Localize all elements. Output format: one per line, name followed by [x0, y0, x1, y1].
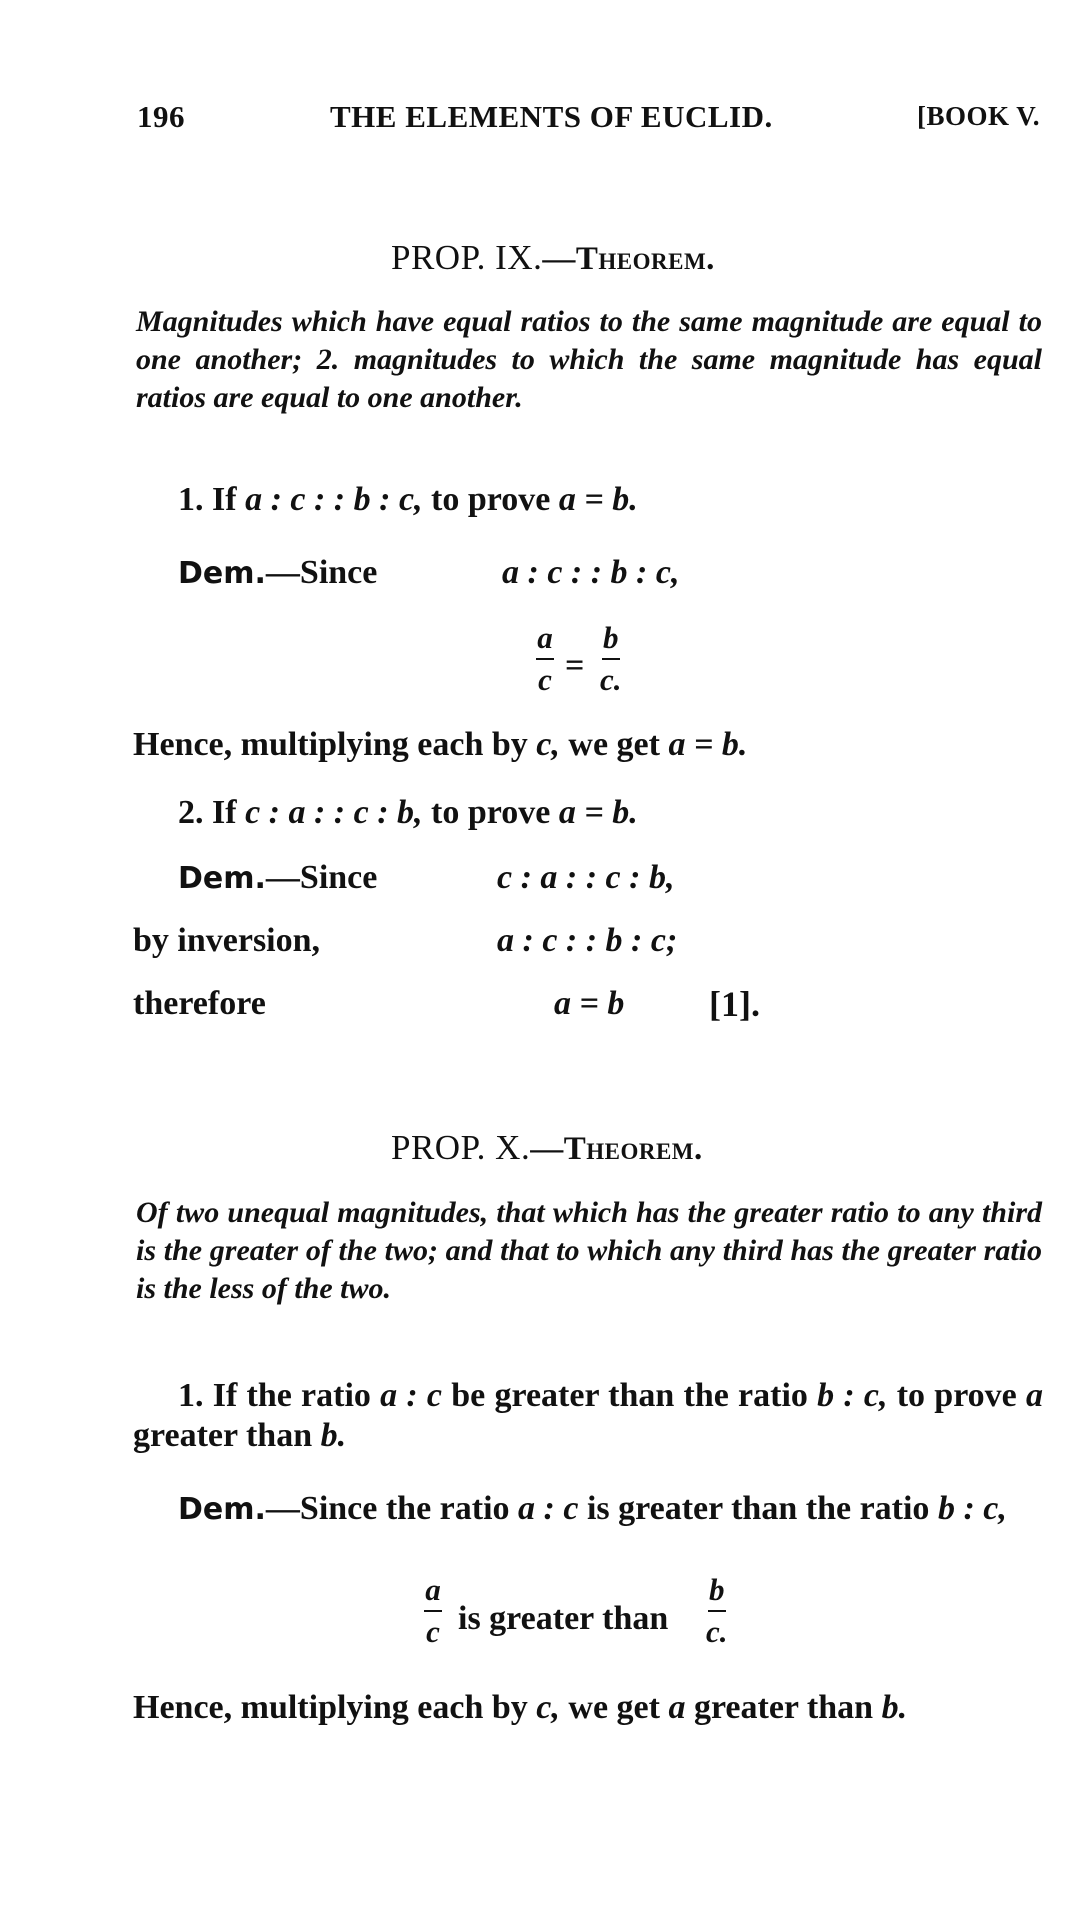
fraction-bar [708, 1610, 726, 1612]
therefore-math: a = b [554, 985, 625, 1022]
denominator: c. [706, 1614, 728, 1649]
math: a : c [518, 1490, 579, 1527]
prop-10-number: PROP. X. [391, 1128, 531, 1167]
text: is greater than the ratio [578, 1490, 938, 1527]
dem-label: Dem. [178, 556, 266, 591]
denominator: c [426, 1614, 440, 1649]
prop-9-number: PROP. IX. [391, 238, 543, 277]
prop-9-case-2-statement [178, 794, 638, 832]
math: a : c [380, 1377, 443, 1414]
statement-goal: a = b. [558, 794, 638, 831]
text: Hence, multiplying each by [133, 1689, 537, 1726]
dem-label: Dem. [178, 861, 266, 896]
fraction-bar [424, 1610, 442, 1612]
therefore-label: therefore [133, 985, 266, 1022]
numerator: b [603, 620, 619, 655]
math: b. [881, 1689, 908, 1726]
fraction-b-over-c [600, 622, 622, 696]
math: a [1026, 1377, 1043, 1414]
equals-sign: = [565, 647, 585, 684]
numerator: a [425, 1572, 441, 1607]
inversion-label: by inversion, [133, 922, 321, 959]
fraction-bar [602, 658, 620, 660]
text: to prove [887, 1377, 1026, 1414]
book-reference: [BOOK V. [917, 101, 1041, 131]
prop-10-case-1-dem [133, 1489, 1043, 1530]
prop-10-case-1-statement [133, 1376, 1043, 1456]
statement-mid: to prove [422, 794, 559, 831]
prop-9-theorem-label: —Theorem. [542, 241, 715, 277]
text: 1. If the ratio [178, 1377, 381, 1414]
dem-since: —Since [265, 859, 378, 896]
prop-9-case-1-statement [178, 481, 638, 519]
therefore-reference: [1]. [709, 984, 760, 1024]
prop-9-case-1-dem-math: a : c : : b : c, [502, 554, 680, 591]
dem-label: Dem. [178, 1492, 266, 1527]
math: a [668, 1689, 686, 1726]
statement-prefix: 1. If [178, 481, 246, 518]
text: greater than [133, 1417, 321, 1454]
statement-math: a : c : : b : c, [245, 481, 423, 518]
prop-9-enunciation: Magnitudes which have equal ratios to the same magnitude are equal to one another; 2. magnitudes to which the same magnitude has equal ratios are equal to one another. [136, 305, 1042, 414]
prop-9-case-2-dem [178, 859, 377, 897]
numerator: b [709, 1572, 725, 1607]
math: b : c, [817, 1377, 888, 1414]
conclusion-prefix: Hence, multiplying each by [133, 726, 537, 763]
math: c, [536, 1689, 560, 1726]
inversion-math: a : c : : b : c; [497, 922, 678, 959]
fraction-a-over-c [424, 1574, 442, 1648]
fraction-b-over-c [706, 1574, 728, 1648]
fraction-a-over-c [536, 622, 554, 696]
prop-10-case-1-conclusion [133, 1689, 907, 1727]
denominator: c [538, 662, 552, 697]
conclusion-mid: we get [559, 726, 669, 763]
text: we get [559, 1689, 669, 1726]
denominator: c. [600, 662, 622, 697]
statement-goal: a = b. [558, 481, 638, 518]
prop-9-case-1-dem [178, 554, 377, 592]
statement-prefix: 2. If [178, 794, 246, 831]
dem-since: —Since [265, 554, 378, 591]
prop-10-enunciation: Of two unequal magnitudes, that which has the greater ratio to any third is the greater of the two; and that to which any third has the greater ratio is the less of the two. [136, 1196, 1042, 1305]
conclusion-math: a = b. [668, 726, 748, 763]
fraction-bar [536, 658, 554, 660]
text: —Since the ratio [265, 1490, 519, 1527]
math: b : c, [937, 1490, 1007, 1527]
text: be greater than the ratio [442, 1377, 818, 1414]
statement-mid: to prove [422, 481, 559, 518]
prop-9-case-2-dem-math: c : a : : c : b, [497, 859, 675, 896]
text: greater than [685, 1689, 882, 1726]
is-greater-than-text: is greater than [458, 1600, 669, 1637]
math: b. [320, 1417, 347, 1454]
prop-10-title [391, 1128, 703, 1168]
prop-9-title [391, 238, 715, 278]
prop-10-theorem-label: —Theorem. [530, 1131, 703, 1167]
running-title: THE ELEMENTS OF EUCLID. [330, 99, 773, 134]
statement-math: c : a : : c : b, [245, 794, 423, 831]
page-number: 196 [137, 99, 185, 134]
numerator: a [537, 620, 553, 655]
conclusion-c: c, [536, 726, 560, 763]
prop-9-case-1-conclusion [133, 726, 747, 764]
